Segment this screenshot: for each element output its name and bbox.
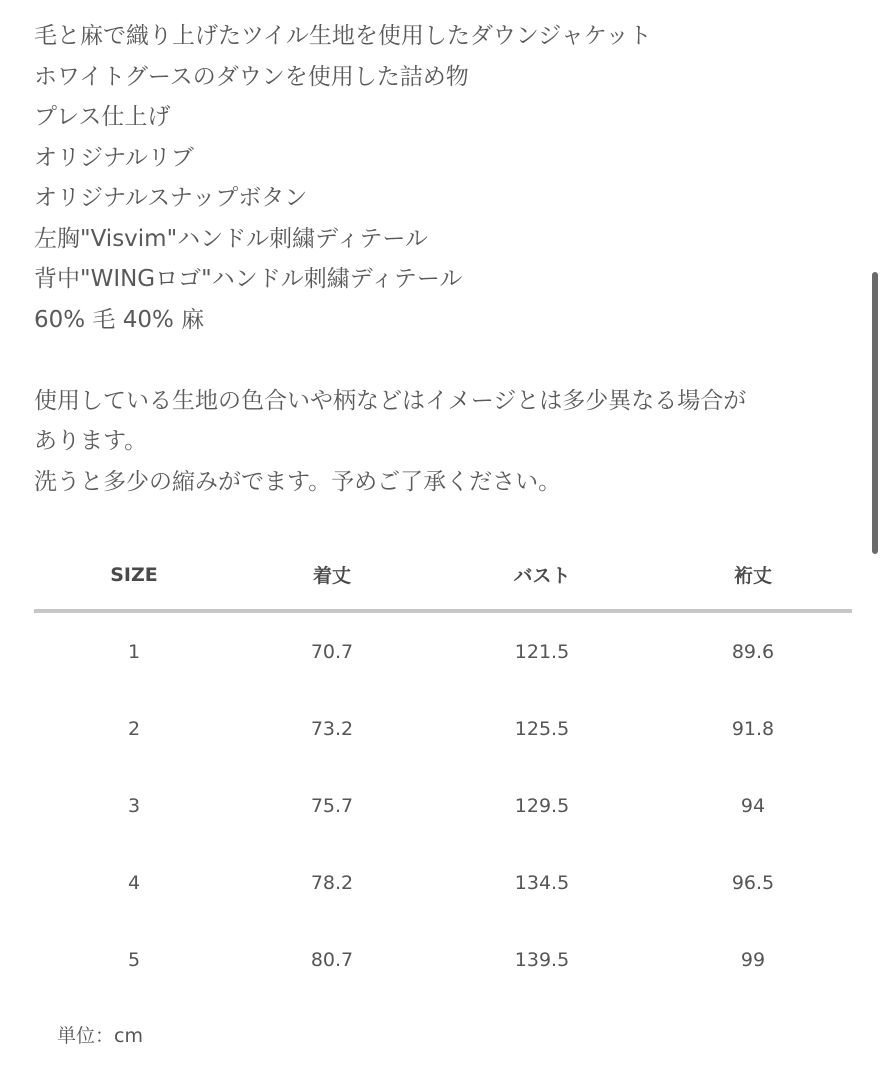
unit-label: 単位：cm bbox=[57, 1025, 143, 1047]
care-note-line: 洗うと多少の縮みがでます。予めご了承ください。 bbox=[34, 468, 562, 495]
header-sleeve: 裄丈 bbox=[733, 565, 772, 587]
table-row bbox=[34, 921, 852, 998]
cell-length: 70.7 bbox=[310, 640, 354, 663]
cell-sleeve: 94 bbox=[740, 794, 766, 817]
cell-bust: 125.5 bbox=[514, 717, 570, 740]
description-line: オリジナルリブ bbox=[34, 144, 194, 171]
description-line: オリジナルスナップボタン bbox=[34, 185, 308, 211]
cell-size: 2 bbox=[127, 717, 141, 740]
cell-length: 78.2 bbox=[310, 871, 354, 894]
cell-bust: 121.5 bbox=[514, 640, 570, 663]
description-line: 毛と麻で織り上げたツイル生地を使用したダウンジャケット bbox=[34, 23, 652, 49]
cell-size: 3 bbox=[127, 794, 141, 817]
cell-bust: 139.5 bbox=[514, 948, 570, 971]
care-note-line: あります。 bbox=[34, 428, 148, 454]
table-row bbox=[34, 767, 852, 844]
cell-sleeve: 99 bbox=[740, 948, 766, 971]
description-line: ホワイトグースのダウンを使用した詰め物 bbox=[34, 63, 469, 90]
cell-sleeve: 96.5 bbox=[731, 871, 775, 894]
cell-size: 4 bbox=[127, 871, 141, 894]
cell-bust: 134.5 bbox=[514, 871, 570, 894]
cell-size: 1 bbox=[127, 640, 141, 663]
table-row bbox=[34, 613, 852, 690]
cell-size: 5 bbox=[127, 948, 141, 971]
description-line: 背中"WINGロゴ"ハンドル刺繍ディテール bbox=[34, 266, 463, 292]
table-row bbox=[34, 844, 852, 921]
cell-sleeve: 91.8 bbox=[731, 717, 775, 740]
size-table-header bbox=[34, 540, 852, 613]
header-size: SIZE bbox=[110, 563, 158, 586]
header-bust: バスト bbox=[513, 565, 571, 587]
material-composition: 60% 毛 40% 麻 bbox=[34, 306, 205, 333]
cell-length: 80.7 bbox=[310, 948, 354, 971]
header-length: 着丈 bbox=[312, 565, 351, 587]
spacer bbox=[34, 340, 854, 381]
description-line: プレス仕上げ bbox=[34, 104, 171, 130]
scrollbar-thumb[interactable] bbox=[872, 272, 878, 554]
cell-length: 75.7 bbox=[310, 794, 354, 817]
description-line: 左胸"Visvim"ハンドル刺繍ディテール bbox=[34, 225, 428, 252]
cell-sleeve: 89.6 bbox=[731, 640, 775, 663]
cell-length: 73.2 bbox=[310, 717, 354, 740]
care-note-line: 使用している生地の色合いや柄などはイメージとは多少異なる場合が bbox=[34, 387, 747, 414]
size-table bbox=[34, 540, 852, 998]
product-description bbox=[34, 16, 854, 502]
table-row bbox=[34, 690, 852, 767]
cell-bust: 129.5 bbox=[514, 794, 570, 817]
